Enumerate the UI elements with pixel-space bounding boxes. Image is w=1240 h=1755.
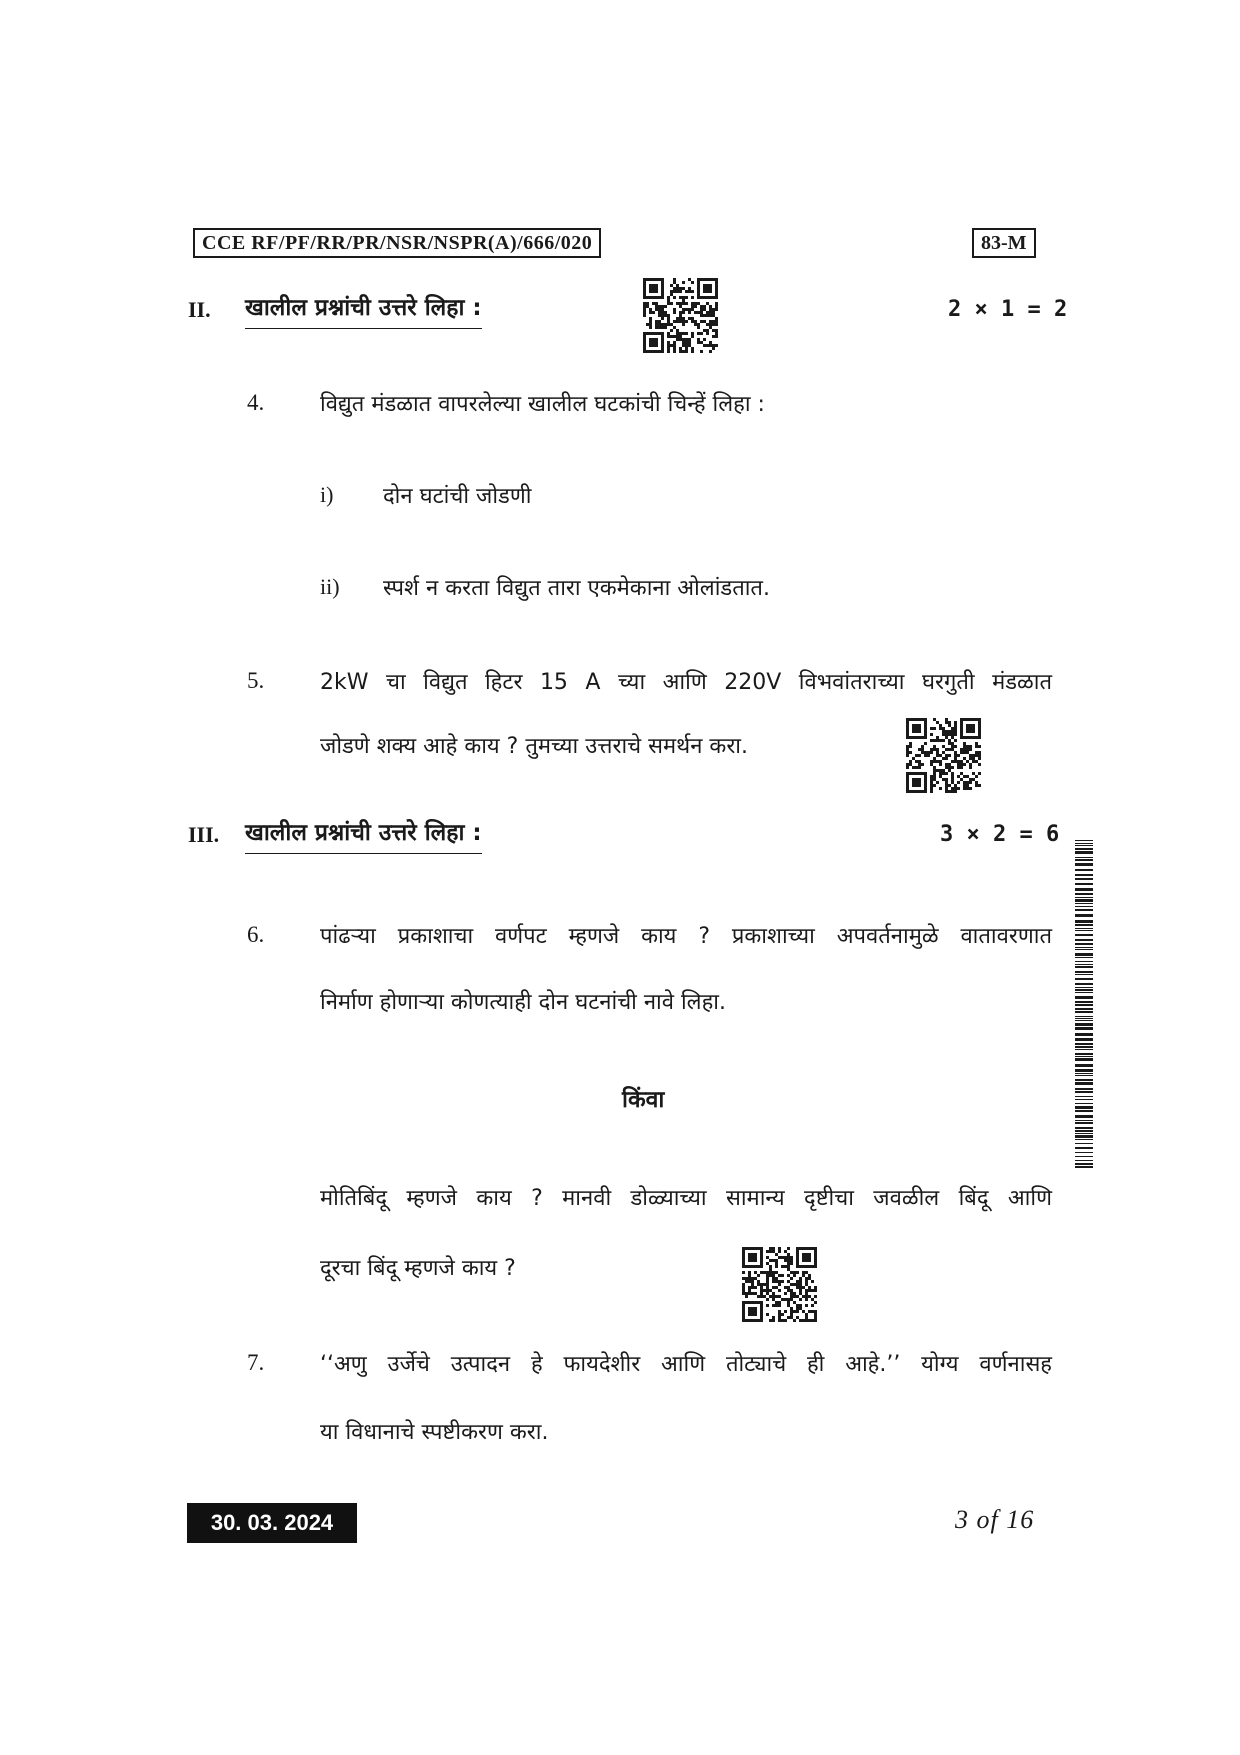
question-5-number: 5. [247, 668, 265, 693]
question-6-line-2: निर्माण होणाऱ्या कोणत्याही दोन घटनांची नावे लिहा. [320, 990, 726, 1015]
barcode-icon [1075, 840, 1093, 1170]
question-6-alt-line-2: दूरचा बिंदू म्हणजे काय ? [320, 1256, 516, 1281]
question-4-text: विद्युत मंडळात वापरलेल्या खालील घटकांची चिन्हें लिहा : [320, 392, 765, 417]
question-5-line-1: 2kW चा विद्युत हिटर 15 A च्या आणि 220V विभवांतराच्या घरगुती मंडळात [320, 670, 1052, 695]
section-2-heading: खालील प्रश्नांची उत्तरे लिहा : [245, 290, 482, 329]
or-separator: किंवा [622, 1087, 665, 1113]
question-5-line-2: जोडणे शक्य आहे काय ? तुमच्या उत्तराचे समर्थन करा. [320, 734, 749, 759]
section-3-heading: खालील प्रश्नांची उत्तरे लिहा : [245, 815, 482, 854]
question-7-line-1: ‘‘अणु उर्जेचे उत्पादन हे फायदेशीर आणि तोट्याचे ही आहे.’’ योग्य वर्णनासह [320, 1352, 1052, 1377]
set-code: 83-M [972, 228, 1036, 258]
question-6-number: 6. [247, 922, 265, 947]
question-4-sub-2-text: स्पर्श न करता विद्युत तारा एकमेकाना ओलांडतात. [383, 576, 770, 601]
section-3-marks: 3 × 2 = 6 [940, 822, 1060, 847]
qr-code-icon [742, 1247, 817, 1322]
question-4-sub-2-label: ii) [320, 574, 340, 599]
question-6-line-1: पांढऱ्या प्रकाशाचा वर्णपट म्हणजे काय ? प्रकाशाच्या अपवर्तनामुळे वातावरणात [320, 924, 1052, 949]
question-6-alt-line-1: मोतिबिंदू म्हणजे काय ? मानवी डोळ्याच्या सामान्य दृष्टीचा जवळील बिंदू आणि [320, 1186, 1052, 1211]
question-4-number: 4. [247, 390, 265, 415]
question-4-sub-1-label: i) [320, 482, 334, 507]
question-7-number: 7. [247, 1350, 265, 1375]
section-2-marks: 2 × 1 = 2 [948, 297, 1068, 322]
exam-date: 30. 03. 2024 [187, 1503, 357, 1543]
qr-code-icon [906, 718, 981, 793]
qr-code-icon [643, 278, 718, 353]
section-2-number: II. [188, 297, 211, 322]
question-4-sub-1-text: दोन घटांची जोडणी [383, 484, 532, 509]
section-3-number: III. [188, 822, 220, 847]
page-number: 3 of 16 [955, 1505, 1035, 1534]
question-7-line-2: या विधानाचे स्पष्टीकरण करा. [320, 1420, 549, 1445]
paper-code: CCE RF/PF/RR/PR/NSR/NSPR(A)/666/020 [193, 228, 601, 258]
